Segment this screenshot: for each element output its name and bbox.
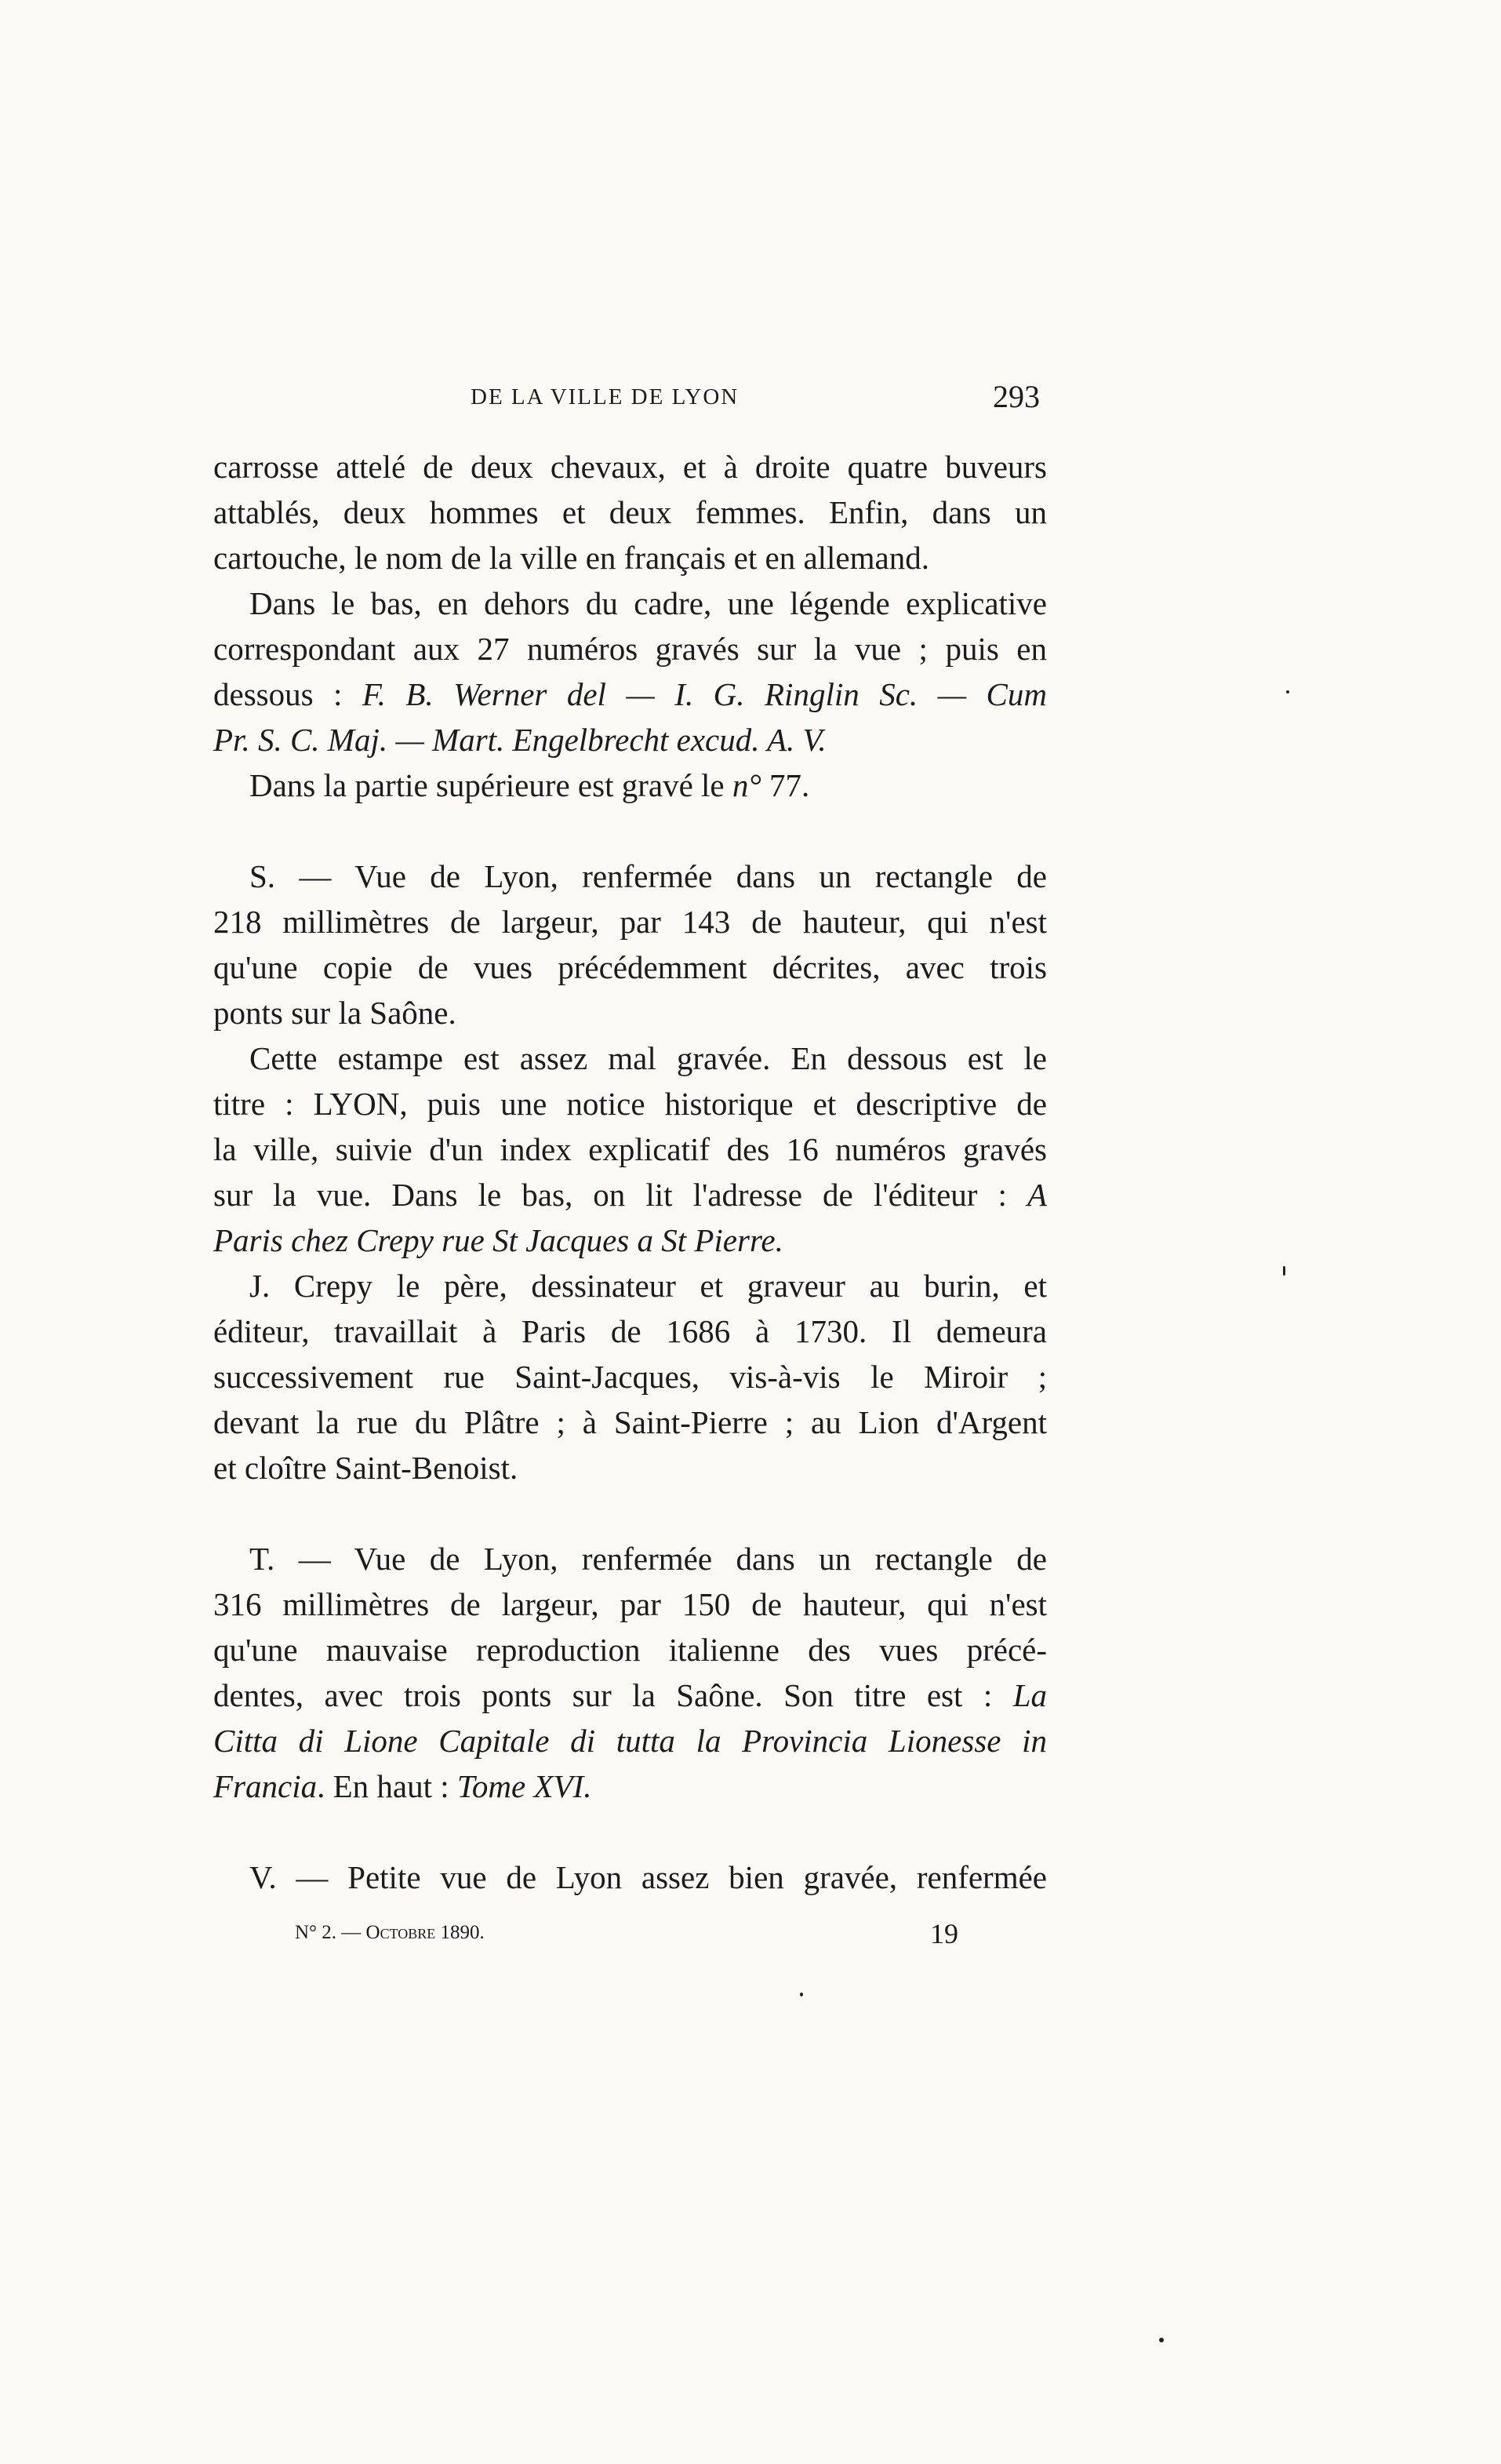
section-s-heading-line: S. — Vue de Lyon, renfermée dans un rectangle de	[249, 858, 1047, 894]
text-line	[213, 1718, 1047, 1763]
text-line: J. Crepy le père, dessinateur et graveur au burin, et	[249, 1268, 1047, 1304]
paper-speck	[800, 1993, 803, 1996]
text-segment: Francia	[213, 1768, 318, 1804]
running-head: DE LA VILLE DE LYON	[471, 384, 740, 409]
section-t-heading-line: T. — Vue de Lyon, renfermée dans un rectangle de	[249, 1541, 1047, 1577]
paper-speck	[1286, 690, 1289, 693]
text-line: la ville, suivie d'un index explicatif des 16 numéros gravés	[213, 1131, 1047, 1167]
text-line: attablés, deux hommes et deux femmes. Enfin, dans un	[213, 494, 1047, 530]
text-line: éditeur, travaillait à Paris de 1686 à 1730. Il demeura	[213, 1313, 1047, 1349]
paper-speck	[1283, 1266, 1285, 1276]
text-line: et cloître Saint-Benoist.	[213, 1450, 518, 1486]
text-line	[213, 1217, 1047, 1263]
text-line	[213, 717, 1047, 762]
text-segment: . En haut :	[317, 1768, 457, 1804]
text-segment: Dans la partie supérieure est gravé le	[249, 767, 732, 803]
section-v-heading-line: V. — Petite vue de Lyon assez bien gravée, renfermée	[249, 1859, 1047, 1895]
publisher-address: Paris chez Crepy rue St Jacques a St Pierre.	[213, 1222, 783, 1258]
page-number: 293	[993, 379, 1040, 414]
text-segment: sur la vue. Dans le bas, on lit l'adresse de l'éditeur :	[213, 1177, 1027, 1213]
text-segment: dentes, avec trois ponts sur la Saône. Son titre est :	[213, 1677, 1013, 1713]
text-line	[213, 672, 1047, 717]
text-line: ponts sur la Saône.	[213, 995, 456, 1031]
text-segment: Tome XVI.	[456, 1768, 592, 1804]
text-line	[213, 762, 1047, 808]
text-segment: dessous :	[213, 676, 362, 712]
number-abbrev: n°	[732, 767, 761, 803]
text-line: cartouche, le nom de la ville en français et en allemand.	[213, 540, 929, 576]
text-segment: A	[1027, 1177, 1047, 1213]
text-line: carrosse attelé de deux chevaux, et à droite quatre buveurs	[213, 449, 1047, 485]
paper-speck	[1159, 2338, 1164, 2342]
body-text	[213, 444, 1047, 1900]
text-line: devant la rue du Plâtre ; à Saint-Pierre ; au Lion d'Argent	[213, 1404, 1047, 1440]
text-line: Cette estampe est assez mal gravée. En dessous est le	[249, 1040, 1047, 1076]
text-line: correspondant aux 27 numéros gravés sur la vue ; puis en	[213, 631, 1047, 667]
text-line	[213, 1763, 1047, 1809]
text-line: Dans le bas, en dehors du cadre, une légende explicative	[249, 585, 1047, 621]
italian-title: Citta di Lione Capitale di tutta la Provincia Lionesse in	[213, 1723, 1047, 1759]
text-segment: La	[1012, 1677, 1047, 1713]
text-line: 218 millimètres de largeur, par 143 de hauteur, qui n'est	[213, 904, 1047, 940]
text-segment: 77.	[761, 767, 810, 803]
text-line	[213, 1172, 1047, 1217]
text-line	[213, 1672, 1047, 1718]
text-line: 316 millimètres de largeur, par 150 de hauteur, qui n'est	[213, 1586, 1047, 1622]
issue-footer: N° 2. — Octobre 1890.	[295, 1922, 485, 1943]
text-line: successivement rue Saint-Jacques, vis-à-vis le Miroir ;	[213, 1359, 1047, 1395]
engraver-credit: F. B. Werner del — I. G. Ringlin Sc. — Cum	[362, 676, 1047, 712]
text-line: titre : LYON, puis une notice historique et descriptive de	[213, 1086, 1047, 1122]
text-line: qu'une mauvaise reproduction italienne des vues précé-	[213, 1632, 1047, 1668]
signature-mark: 19	[930, 1918, 958, 1949]
publisher-credit: Pr. S. C. Maj. — Mart. Engelbrecht excud. A. V.	[213, 722, 827, 758]
text-line: qu'une copie de vues précédemment décrites, avec trois	[213, 949, 1047, 985]
